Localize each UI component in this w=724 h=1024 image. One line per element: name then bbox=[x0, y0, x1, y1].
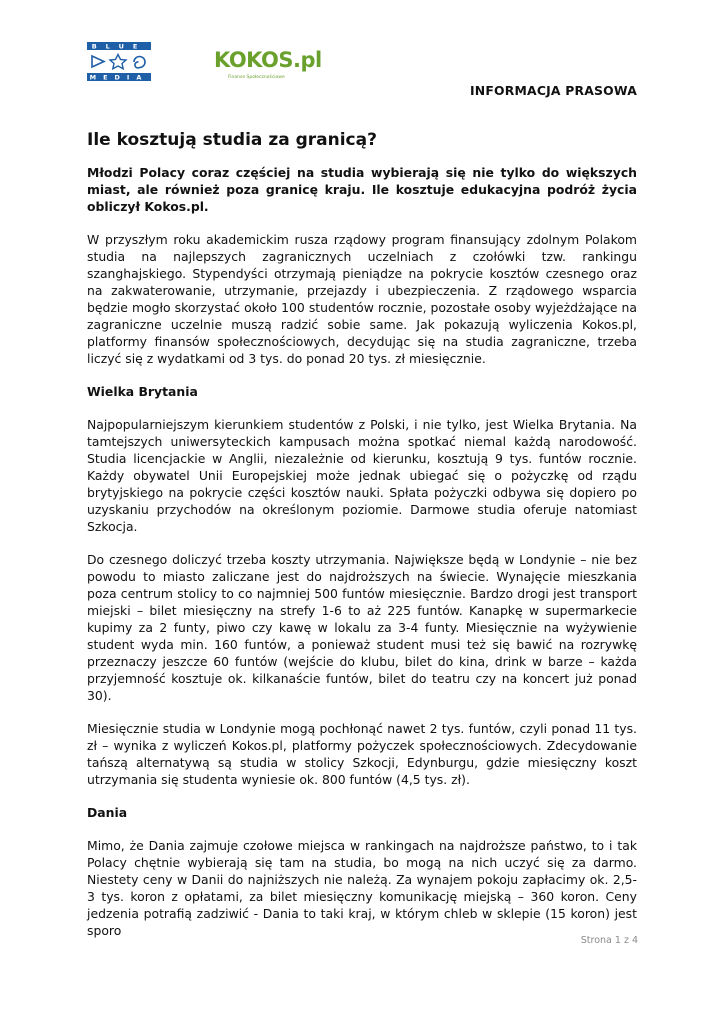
blue-media-logo bbox=[87, 42, 151, 82]
denmark-paragraph-1: Mimo, że Dania zajmuje czołowe miejsca w rankingach na najdroższe państwo, to i tak Polacy chętnie wybierają się tam na studia, bo mogą na nich uczyć się za darmo. Niestety ceny w Danii do najniższych nie należą. Za wynajem pokoju zapłacimy ok. 2,5-3 tys. koron z opłatami, za bilet miesięczny komunikację miejską – 360 koron. Ceny jedzenia potrafią zadziwić - Dania to taki kraj, w którym chleb w sklepie (15 koron) jest sporo bbox=[87, 838, 637, 938]
kokos-logo-text: KOKOS.pl bbox=[214, 48, 322, 72]
logo-media-text: MEDIA bbox=[89, 73, 149, 82]
article-lead: Młodzi Polacy coraz częściej na studia wybierają się nie tylko do większych miast, ale również poza granicę kraju. Ile kosztuje edukacyjna podróż życia obliczył Kokos.pl. bbox=[87, 165, 637, 214]
press-release-label: INFORMACJA PRASOWA bbox=[469, 83, 637, 98]
star-icon bbox=[110, 55, 126, 69]
section-heading-denmark: Dania bbox=[87, 805, 128, 820]
article-title: Ile kosztują studia za granicą? bbox=[87, 130, 377, 150]
play-icon bbox=[92, 56, 104, 67]
uk-paragraph-2: Do czesnego doliczyć trzeba koszty utrzymania. Największe będą w Londynie – nie bez powodu to miasto zaliczane jest do najdroższych na świecie. Wynajęcie mieszkania poza centrum stolicy to co najmniej 500 funtów miesięcznie. Bardzo drogi jest transport miejski – bilet miesięczny na strefy 1-6 to aż 225 funtów. Kanapkę w supermarkecie kupimy za 2 funty, piwo czy kawę w lokalu za 3-4 funty. Miesięcznie na wyżywienie student wyda min. 160 funtów, a ponieważ student musi też się bawić na rozrywkę przeznaczy jeszcze 60 funtów (wejście do klubu, bilet do kina, drink w barze – każda przyjemność kosztuje ok. kilkanaście funtów, bilet do teatru czy na koncert już ponad 30). bbox=[87, 552, 637, 703]
uk-paragraph-3: Miesięcznie studia w Londynie mogą pochłonąć nawet 2 tys. funtów, czyli ponad 11 tys. zł – wynika z wyliczeń Kokos.pl, platformy pożyczek społecznościowych. Zdecydowanie tańszą alternatywą są studia w stolicy Szkocji, Edynburgu, gdzie miesięczny koszt utrzymania się studenta wyniesie ok. 800 funtów (4,5 tys. zł). bbox=[87, 721, 637, 787]
uk-paragraph-1: Najpopularniejszym kierunkiem studentów z Polski, i nie tylko, jest Wielka Brytania. Na tamtejszych uniwersyteckich kampusach można spotkać niemal każdą narodowość. Studia licencjackie w Anglii, niezależnie od kierunku, kosztują 9 tys. funtów rocznie. Każdy obywatel Unii Europejskiej może jednak ubiegać się o pożyczkę od rządu brytyjskiego na pokrycie części kosztów nauki. Spłata pożyczki odbywa się dopiero po uzyskaniu przychodów na określonym poziomie. Darmowe studia oferuje natomiast Szkocja. bbox=[87, 417, 637, 534]
logo-blue-text: BLUE bbox=[91, 42, 147, 51]
page-number: Strona 1 z 4 bbox=[580, 935, 638, 946]
kokos-logo-subtitle: Finanse Społecznościowe bbox=[228, 75, 285, 80]
article-body bbox=[87, 164, 637, 955]
section-heading-uk: Wielka Brytania bbox=[87, 384, 198, 399]
swirl-icon bbox=[134, 57, 145, 68]
article-intro-paragraph: W przyszłym roku akademickim rusza rządowy program finansujący zdolnym Polakom studia na najlepszych zagranicznych uczelniach z czołówki tzw. rankingu szanghajskiego. Stypendyści otrzymają pieniądze na pokrycie kosztów czesnego oraz na zakwaterowanie, utrzymanie, przejazdy i ubezpieczenia. Z rządowego wsparcia będzie mogło skorzystać około 100 studentów rocznie, pozostałe osoby wyjeżdżające na zagraniczne uczelnie muszą radzić sobie same. Jak pokazują wyliczenia Kokos.pl, platformy finansów społecznościowych, decydując się na studia zagraniczne, trzeba liczyć się z wydatkami od 3 tys. do ponad 20 tys. zł miesięcznie. bbox=[87, 232, 637, 366]
kokos-logo bbox=[214, 48, 322, 88]
